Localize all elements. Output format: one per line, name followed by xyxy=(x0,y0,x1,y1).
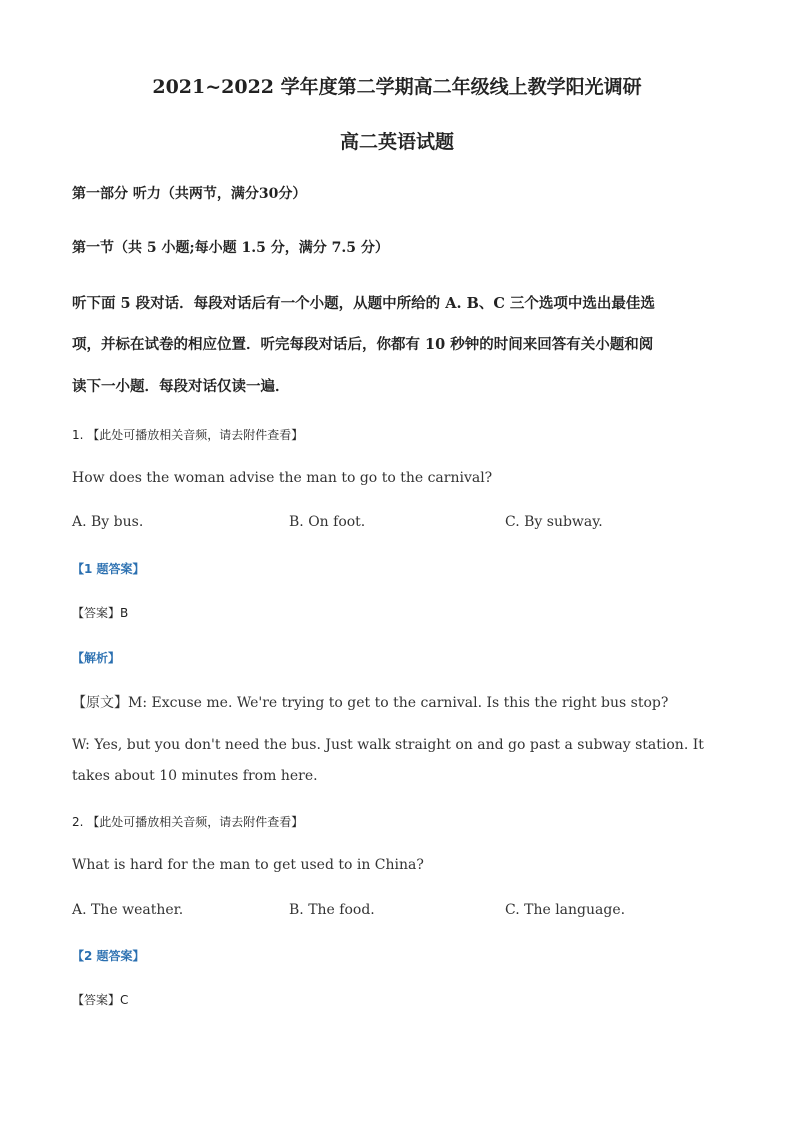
option-c: C. By subway. xyxy=(505,514,603,530)
question-text: What is hard for the man to get used to in China? xyxy=(72,857,424,873)
answer-label: 【答案】C xyxy=(72,993,129,1007)
option-b: B. On foot. xyxy=(289,514,366,530)
instruction-line: 听下面 5 段对话．每段对话后有一个小题，从题中所给的 A. B、C 三个选项中选出最佳选 xyxy=(72,295,655,312)
instruction-line: 读下一小题．每段对话仅读一遍． xyxy=(72,378,290,395)
transcript-line: takes about 10 minutes from here. xyxy=(72,768,318,784)
exam-title: 2021~2022 学年度第二学期高二年级线上教学阳光调研 xyxy=(152,76,642,98)
analysis-label: 【解析】 xyxy=(72,651,121,665)
option-a: A. The weather. xyxy=(72,902,184,918)
question-text: How does the woman advise the man to go to the carnival? xyxy=(72,470,493,486)
answer-heading: 【1 题答案】 xyxy=(72,562,145,576)
section-heading: 第一节（共 5 小题;每小题 1.5 分，满分 7.5 分） xyxy=(72,240,389,256)
transcript-line: 【原文】M: Excuse me. We're trying to get to the carnival. Is this the right bus stop? xyxy=(72,695,669,711)
part-heading: 第一部分 听力（共两节，满分30分） xyxy=(72,186,307,202)
option-c: C. The language. xyxy=(505,902,626,918)
transcript-line: W: Yes, but you don't need the bus. Just walk straight on and go past a subway station. It xyxy=(72,737,704,753)
option-b: B. The food. xyxy=(289,902,375,918)
instruction-line: 项，并标在试卷的相应位置．听完每段对话后，你都有 10 秒钟的时间来回答有关小题和阅 xyxy=(72,336,654,353)
audio-note[interactable]: 2. 【此处可播放相关音频，请去附件查看】 xyxy=(72,815,304,829)
answer-heading: 【2 题答案】 xyxy=(72,949,145,963)
option-a: A. By bus. xyxy=(72,514,144,530)
answer-label: 【答案】B xyxy=(72,606,129,620)
exam-subtitle: 高二英语试题 xyxy=(339,131,454,153)
audio-note[interactable]: 1. 【此处可播放相关音频，请去附件查看】 xyxy=(72,428,304,442)
